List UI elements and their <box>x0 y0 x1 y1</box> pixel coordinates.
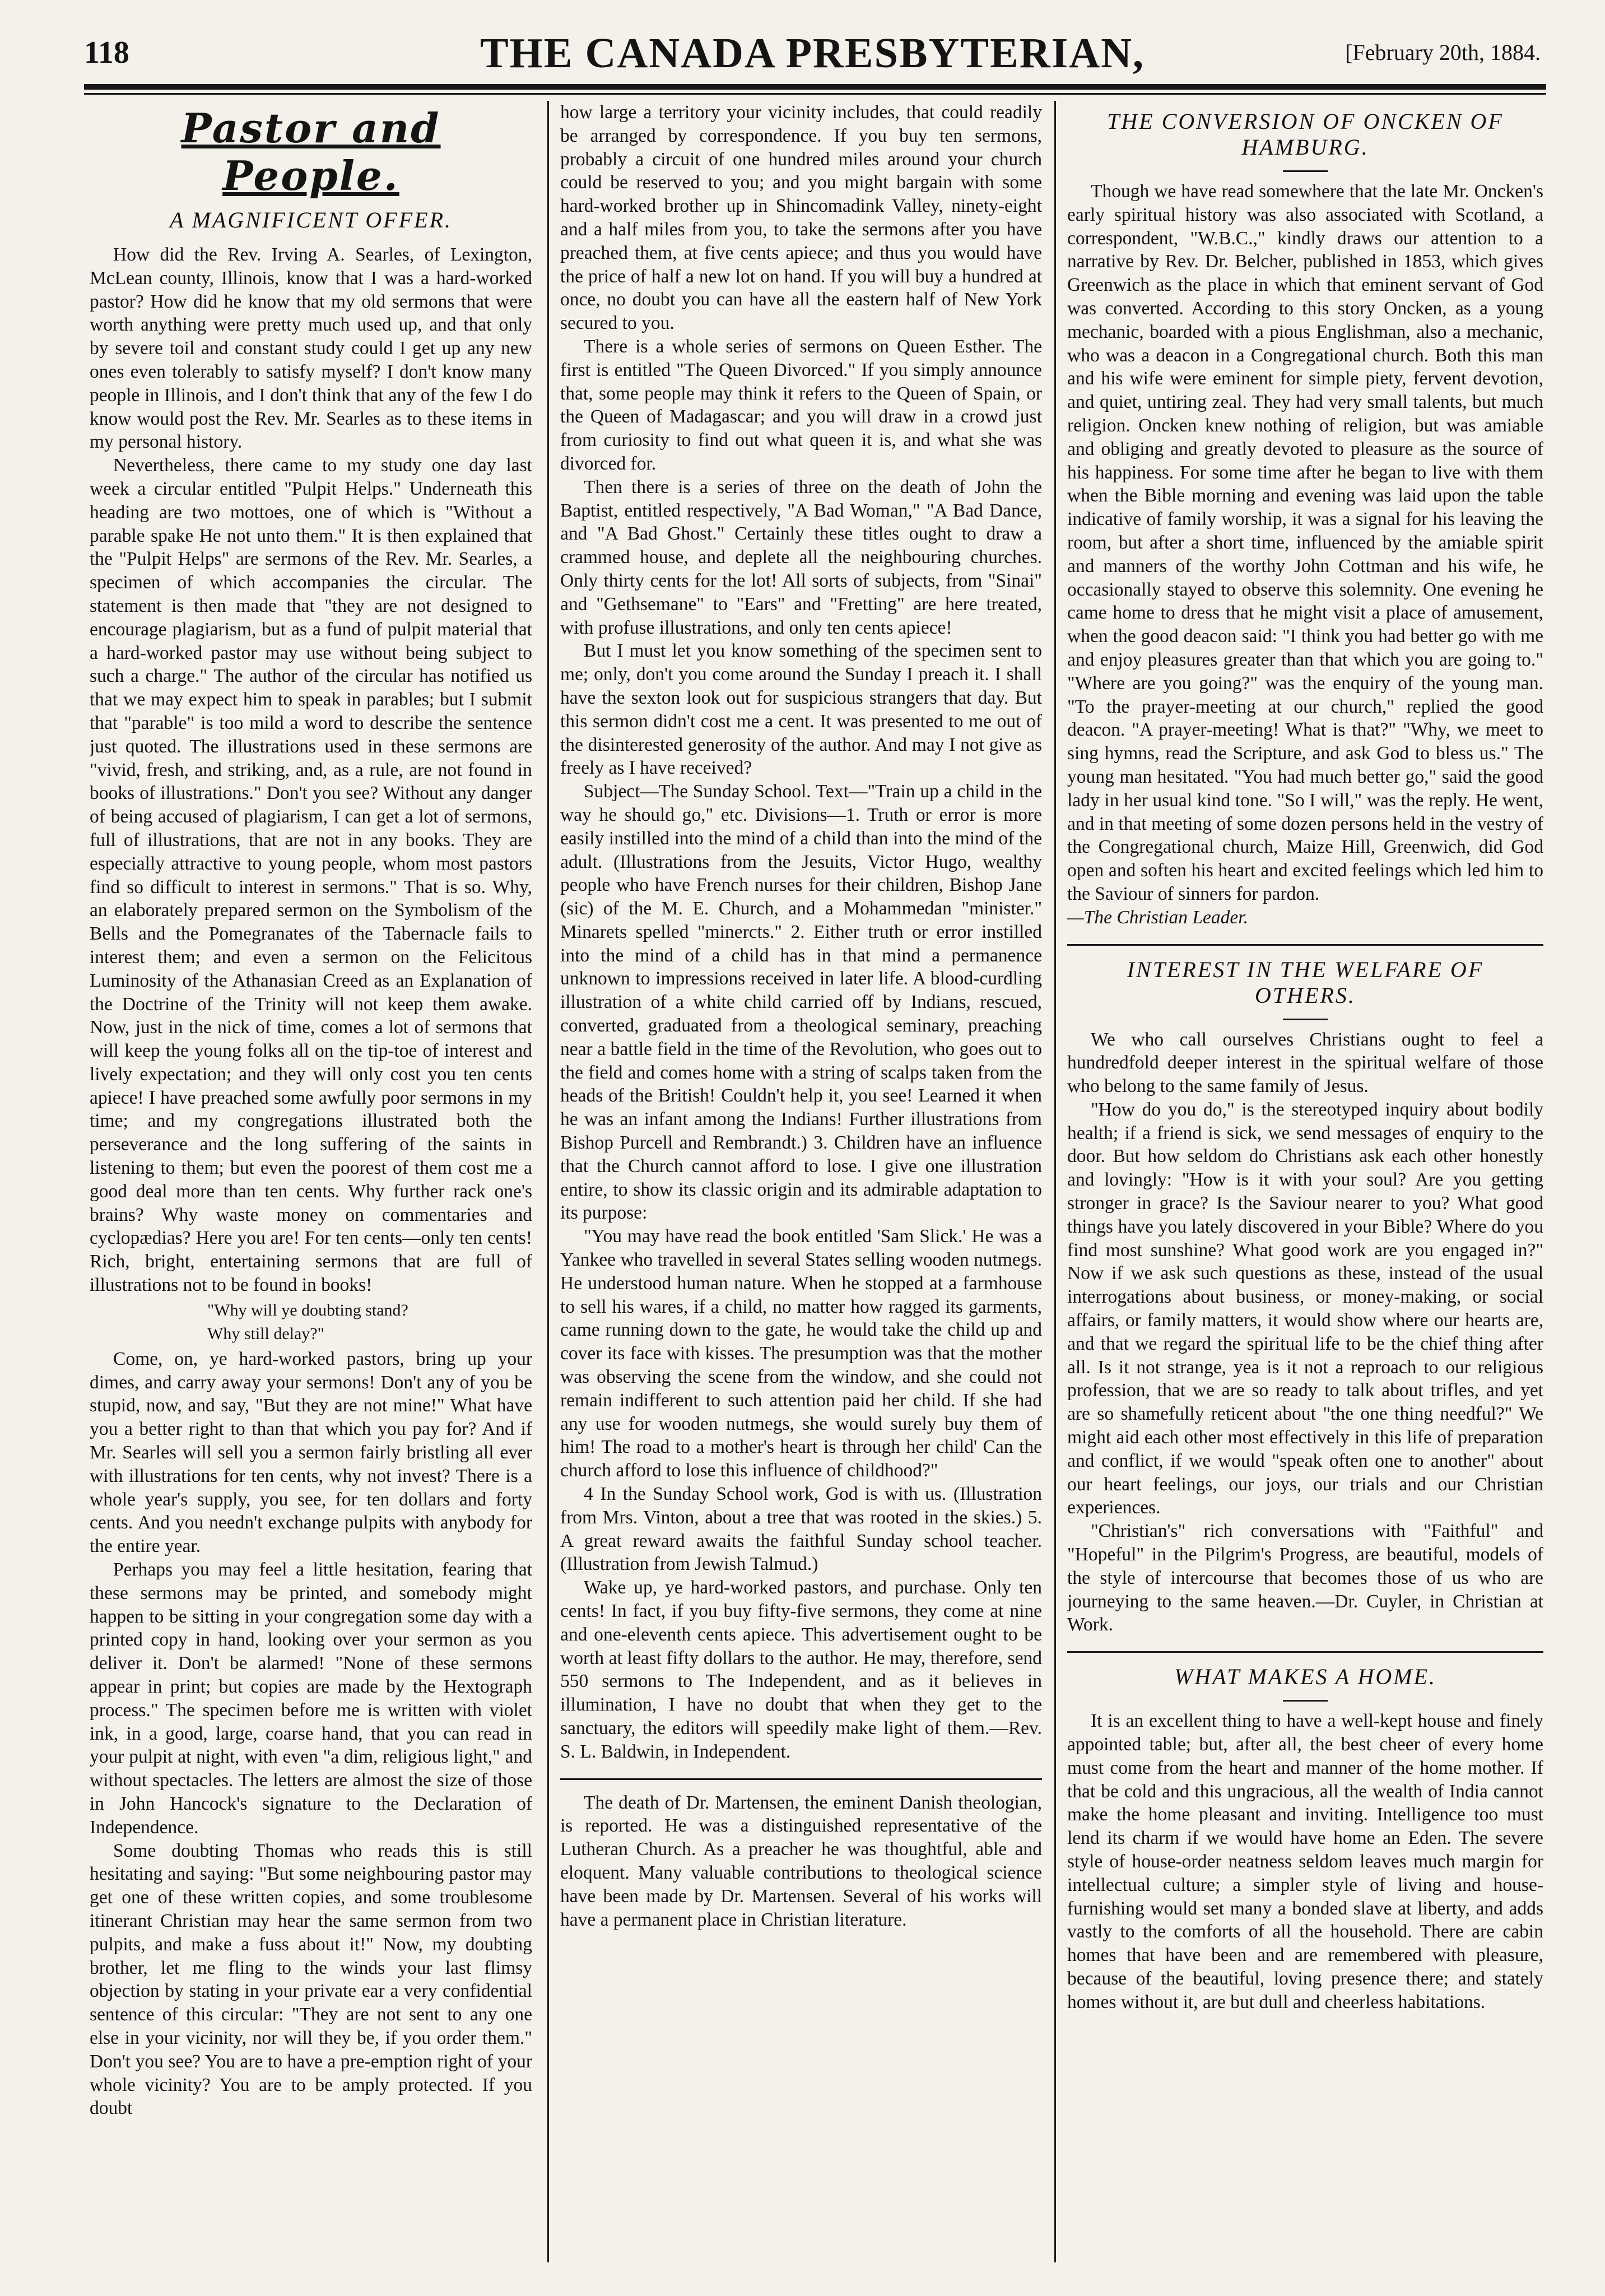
paragraph: Perhaps you may feel a little hesitation, fearing that these sermons may be printed, and somebody might happen to be sitting in your congregation some day with a printed copy in hand, looking over your sermon as you deliver it. Don't be alarmed! "None of these sermons appear in print; but copies are made by the Hextograph process." The specimen before me is written with violet ink, in a good, large, coarse hand, that you can read in your pulpit at night, with even "a dim, religious light," and without spectacles. The letters are almost the size of those in John Hancock's signature to the Declaration of Independence. <box>90 1559 532 1838</box>
paragraph: It is an excellent thing to have a well-kept house and finely appointed table; but, after all, the best cheer of every home must come from the heart and manner of the home mother. If that be cold and this ungracious, all the wealth of India cannot make the home pleasant and inviting. Intelligence too must lend its charm if we would have home an Eden. The severe style of house-order neatness seldom leaves much margin for intellectual culture; a simpler style of living and house-furnishing would set many a bonded slave at liberty, and adds vastly to the comforts of all the household. There are cabin homes that have been and are remembered with pleasure, because of the beautiful, loving presence there; and stately homes without it, are but dull and cheerless habitations. <box>1067 1711 1543 2013</box>
masthead-rule-thin <box>84 93 1546 95</box>
article-source: —The Christian Leader. <box>1067 907 1248 928</box>
paragraph: "Christian's" rich conversations with "Faithful" and "Hopeful" in the Pilgrim's Progress, are beautiful, models of the style of intercourse that becomes those of us who are journeying to the same heaven.—Dr. Cuyler, in Christian at Work. <box>1067 1521 1543 1635</box>
article-title: INTEREST IN THE WELFARE OF OTHERS. <box>1127 956 1484 1008</box>
masthead-rule <box>84 84 1546 90</box>
page-number: 118 <box>84 35 129 70</box>
paragraph: Subject—The Sunday School. Text—"Train up a child in the way he should go," etc. Divisions—1. Truth or error is more easily instilled into the mind of a child than into the mind of the adult. (Illustrations from the Jesuits, Victor Hugo, wealthy people who have French nurses for their children, Bishop Jane (sic) of the M. E. Church, and a Mohammedan "minister." Minarets spelled "minercts." 2. Either truth or error instilled into the mind of a child has in that mind a permanence unknown to impressions received in later life. A blood-curdling illustration of a white child carried off by Indians, rescued, converted, graduated from a theological seminary, preaching near a battle field in the time of the Revolution, who goes out to the field and comes home with a string of scalps taken from the heads of the British! Couldn't help it, you see! Learned it when he was an infant among the Indians! Further illustrations from Bishop Purcell and Rembrandt.) 3. Children have an influence that the Church cannot afford to lose. I give one illustration entire, to show its classic origin and its admirable adaptation to its purpose: <box>560 781 1042 1224</box>
paragraph: Come, on, ye hard-worked pastors, bring up your dimes, and carry away your sermons! Don't any of you be stupid, now, and say, "But they are not mine!" What have you a better right to than that which you pay for? And if Mr. Searles will sell you a sermon fairly bristling all ever with illustrations for ten cents, why not invest? There is a whole year's supply, you see, for ten dollars and forty cents. And you needn't exchange pulpits with anybody for the entire year. <box>90 1348 532 1557</box>
column-3 <box>1067 101 1543 2262</box>
paragraph: Though we have read somewhere that the late Mr. Oncken's early spiritual history was also associated with Scotland, a correspondent, "W.B.C.," kindly draws our attention to a narrative by Rev. Dr. Belcher, published in 1853, which gives Greenwich as the place in which that eminent servant of God was converted. According to this story Oncken, as a young mechanic, boarded with a pious Englishman, also a mechanic, who was a deacon in a Congregational church. Both this man and his wife were eminent for simple piety, fervent devotion, and quiet, untiring zeal. They had very small talents, but much religion. Oncken knew nothing of religion, but was amiable and obliging and greatly devoted to pleasure as the source of his happiness. For some time after he began to live with them when the Bible morning and evening was laid upon the table indicative of family worship, it was a signal for his leaving the room, but after a short time, influenced by the amiable spirit and manners of the worthy John Cottman and his wife, he occasionally stayed to observe this solemnity. One evening he came home to dress that he might visit a place of amusement, when the good deacon said: "I think you had better go with me and enjoy pleasures greater than that which you are going to." "Where are you going?" was the enquiry of the young man. "To the prayer-meeting at our church," replied the good deacon. "A prayer-meeting! What is that?" "Why, we meet to sing hymns, read the Scripture, and ask God to bless us." The young man hesitated. "You had much better go," said the good lady in her usual kind tone. "So I will," was the reply. He went, and in that meeting of some dozen persons held in the vestry of the Congregational church, Maize Hill, Greenwich, did God open and soften his heart and excited feelings which led him to the Saviour of sinners for pardon. <box>1067 181 1543 904</box>
paragraph: Some doubting Thomas who reads this is still hesitating and saying: "But some neighbouring pastor may get one of these written copies, and some troublesome itinerant Christian may hear the same sermon from two pulpits, and make a fuss about it!" Now, my doubting brother, let me fling to the winds your last flimsy objection by stating in your private ear a very confidential sentence of this circular: "They are not sent to any one else in your vicinity, nor will they be, if you order them." Don't you see? You are to have a pre-emption right of your whole vicinity? You are to be amply protected. If you doubt <box>90 1840 532 2119</box>
article-title: WHAT MAKES A HOME. <box>1174 1664 1437 1690</box>
article-title: A MAGNIFICENT OFFER. <box>169 207 453 233</box>
department-heading: Pastor and People. <box>181 104 441 199</box>
paragraph: There is a whole series of sermons on Queen Esther. The first is entitled "The Queen Divorced." If you simply announce that, some people may think it refers to the Queen of Spain, or the Queen of Madagascar; and you will draw in a crowd just from curiosity to find out what queen it is, and what she was divorced for. <box>560 336 1042 474</box>
martensen-notice: The death of Dr. Martensen, the eminent Danish theologian, is reported. He was a distinguished representative of the Lutheran Church. As a preacher he was thoughtful, able and eloquent. Many valuable contributions to theological science have been made by Dr. Martensen. Several of his works will have a permanent place in Christian literature. <box>560 1792 1042 1930</box>
article-title: THE CONVERSION OF ONCKEN OF HAMBURG. <box>1107 109 1504 160</box>
title-rule <box>1283 170 1328 172</box>
paragraph: how large a territory your vicinity includes, that could readily be arranged by correspondence. If you buy ten sermons, probably a circuit of one hundred miles around your church could be reserved to you; and you might bargain with some hard-worked brother up in Shincomadink Valley, ninety-eight and a half miles from you, to take the sermons after you have preached them, at five cents apiece; and thus you would have the price of half a new lot on hand. If you will buy a hundred at once, no doubt you can have all the eastern half of New York secured to you. <box>560 102 1042 334</box>
paragraph: But I must let you know something of the specimen sent to me; only, don't you come around the Sunday I preach it. I shall have the sexton look out for suspicious strangers that day. But this sermon didn't cost me a cent. It was presented to me out of the disinterested generosity of the author. And may I not give as freely as I have received? <box>560 640 1042 779</box>
paragraph: "You may have read the book entitled 'Sam Slick.' He was a Yankee who travelled in several States selling wooden nutmegs. He understood human nature. When he stopped at a farmhouse to sell his wares, if a child, no matter how ragged its garments, came running down to the gate, he would take the child up and cover its face with kisses. The presumption was that the mother was observing the scene from the window, and she could not remain indifferent to such attention paid her child. If she had any use for wooden nutmegs, she would surely buy them of him! The road to a mother's heart is through her child' Can the church afford to lose this influence of childhood?" <box>560 1226 1042 1481</box>
column-rule <box>547 101 549 2262</box>
paragraph: Wake up, ye hard-worked pastors, and purchase. Only ten cents! In fact, if you buy fifty-five sermons, they come at nine and one-eleventh cents apiece. This advertisement ought to be worth at least fifty dollars to the author. He may, therefore, send 550 sermons to The Independent, and as it believes in illumination, I have no doubt that when they get to the sanctuary, the editors will speedily make light of them.—Rev. S. L. Baldwin, in Independent. <box>560 1577 1042 1762</box>
column-1 <box>90 101 532 2262</box>
article-separator <box>1067 1651 1543 1653</box>
paragraph: How did the Rev. Irving A. Searles, of Lexington, McLean county, Illinois, know that I was a hard-worked pastor? How did he know that my old sermons that were worth anything were pretty much used up, and that only by severe toil and constant study could I get up any new ones even tolerably to satisfy myself? I don't know many people in Illinois, and I don't think that any of the few I do know would post the Rev. Mr. Searles as to these items in my personal history. <box>90 244 532 453</box>
column-rule <box>1054 101 1056 2262</box>
column-2 <box>560 101 1042 2262</box>
paragraph: Then there is a series of three on the death of John the Baptist, entitled respectively, "A Bad Woman," "A Bad Dance, and "A Bad Ghost." Certainly these titles ought to draw a crammed house, and deplete all the neighbouring churches. Only thirty cents for the lot! All sorts of subjects, from "Sinai" and "Gethsemane" to "Ears" and "Fretting" are here treated, with profuse illustrations, and only ten cents apiece! <box>560 476 1042 638</box>
masthead <box>84 24 1541 80</box>
article-separator <box>1067 944 1543 946</box>
paragraph: 4 In the Sunday School work, God is with us. (Illustration from Mrs. Vinton, about a tree that was rooted in the skies.) 5. A great reward awaits the faithful Sunday school teacher. (Illustration from Jewish Talmud.) <box>560 1484 1042 1575</box>
paragraph: "How do you do," is the stereotyped inquiry about bodily health; if a friend is sick, we send messages of enquiry to the door. But how seldom do Christians ask each other honestly and lovingly: "How is it with your soul? Are you getting stronger in grace? Is the Saviour nearer to you? What good things have you lately discovered in your Bible? Where do you find most sunshine? What good work are you engaged in?" Now if we ask such questions as these, instead of the usual interrogations about business, or money-making, or social affairs, or family matters, it would show where our hearts are, and that we regard the spiritual life to be the chief thing after all. Is it not strange, yea is it not a reproach to our religious profession, that we are so ready to talk about trifles, and yet are so shamefully reticent about "the one thing needful?" We might aid each other most effectively in this life of preparation and conflict, if we would "speak often one to another" about our heart feelings, our joys, our trials and our Christian experiences. <box>1067 1099 1543 1518</box>
article-separator <box>560 1778 1042 1780</box>
newspaper-title: THE CANADA PRESBYTERIAN, <box>480 30 1145 77</box>
title-rule <box>1283 1019 1328 1020</box>
issue-date: [February 20th, 1884. <box>1345 40 1541 65</box>
paragraph: Nevertheless, there came to my study one day last week a circular entitled "Pulpit Helps." Underneath this heading are two mottoes, one of which is "Without a parable spake He not unto them." It is then explained that the "Pulpit Helps" are sermons of the Rev. Mr. Searles, a specimen of which accompanies the circular. The statement is then made that "they are not designed to encourage plagiarism, but as a fund of pulpit material that a hard-worked pastor may use without being subject to such a charge." The author of the circular has notified us that we may expect him to speak in parables; but I submit that "parable" is too mild a word to describe the sentence just quoted. The illustrations used in these sermons are "vivid, fresh, and striking, and, as a rule, are not found in books of illustrations." Don't you see? Without any danger of being accused of plagiarism, I can get a lot of sermons, full of illustrations, that are not in any books. They are especially attractive to young people, whom most pastors find so difficult to interest in sermons." That is so. Why, an elaborately prepared sermon on the Symbolism of the Bells and the Pomegranates of the Tabernacle fails to interest them; and even a sermon on the Felicitous Luminosity of the Athanasian Creed as an Explanation of the Doctrine of the Trinity will not keep them awake. Now, just in the nick of time, comes a lot of sermons that will keep the young folks all on the tip-toe of interest and lively expectation; and they will only cost you ten cents apiece! I have preached some awfully poor sermons in my time; and my congregations illustrated both the perseverance and the long suffering of the saints in listening to them; but even the poorest of them cost me a good deal more than ten cents. Why further rack one's brains? Why waste money on commentaries and cyclopædias? Here you are! For ten cents—only ten cents! Rich, bright, entertaining sermons that are full of illustrations not to be found in books! <box>90 455 532 1296</box>
paragraph: We who call ourselves Christians ought to feel a hundredfold deeper interest in the spiritual welfare of those who belong to the same family of Jesus. <box>1067 1029 1543 1097</box>
verse-line: "Why will ye doubting stand? <box>207 1300 408 1319</box>
title-rule <box>1283 1700 1328 1702</box>
verse-line: Why still delay?" <box>207 1324 324 1343</box>
